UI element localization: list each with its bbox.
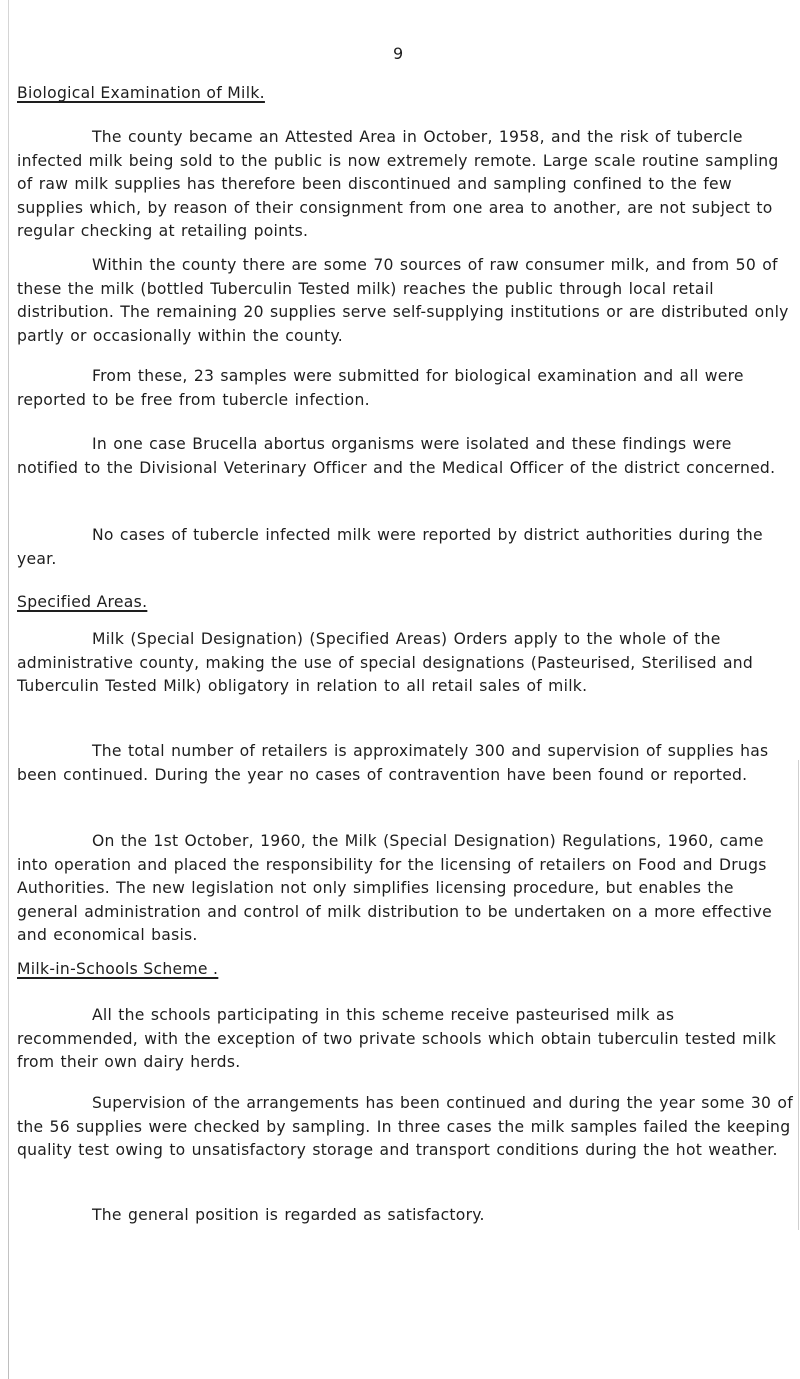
paragraph: No cases of tubercle infected milk were reported by district authorities during the year. (17, 526, 763, 568)
section-heading-biological-examination: Biological Examination of Milk. (17, 84, 265, 102)
section-body-biological-examination (17, 126, 795, 244)
section-body-biological-examination (17, 433, 795, 480)
paragraph: The general position is regarded as satisfactory. (92, 1206, 485, 1224)
section-body-milk-in-schools (17, 1092, 795, 1163)
paragraph: The county became an Attested Area in October, 1958, and the risk of tubercle infected milk being sold to the public is now extremely remote. Large scale routine sampling of raw milk supplies has therefore been discontinued and sampling confined to the few supplies which, by reason of their consignment from one area to another, are not subject to regular checking at retailing points. (17, 128, 779, 240)
paragraph: The total number of retailers is approximately 300 and supervision of supplies has been continued. During the year no cases of contravention have been found or reported. (17, 742, 769, 784)
section-body-specified-areas (17, 628, 795, 699)
scan-edge-left (8, 0, 9, 1379)
section-body-milk-in-schools (17, 1204, 795, 1228)
paragraph: On the 1st October, 1960, the Milk (Special Designation) Regulations, 1960, came into operation and placed the responsibility for the licensing of retailers on Food and Drugs Authorities. The new legislation not only simplifies licensing procedure, but enables the general administration and control of milk distribution to be undertaken on a more effective and economical basis. (17, 832, 772, 944)
page-number: 9 (393, 44, 404, 63)
section-body-specified-areas (17, 830, 795, 948)
paragraph: Milk (Special Designation) (Specified Areas) Orders apply to the whole of the administrative county, making the use of special designations (Pasteurised, Sterilised and Tuberculin Tested Milk) obligatory in relation to all retail sales of milk. (17, 630, 754, 695)
section-heading-specified-areas: Specified Areas. (17, 593, 148, 611)
paragraph: From these, 23 samples were submitted for biological examination and all were reported to be free from tubercle infection. (17, 367, 744, 409)
section-body-specified-areas (17, 740, 795, 787)
section-body-biological-examination (17, 524, 795, 571)
section-body-biological-examination (17, 365, 795, 412)
section-heading-milk-in-schools: Milk-in-Schools Scheme . (17, 960, 219, 978)
paragraph: All the schools participating in this scheme receive pasteurised milk as recommended, with the exception of two private schools which obtain tuberculin tested milk from their own dairy herds. (17, 1006, 777, 1071)
paragraph: Within the county there are some 70 sources of raw consumer milk, and from 50 of these the milk (bottled Tuberculin Tested milk) reaches the public through local retail distribution. The remaining 20 supplies serve self-supplying institutions or are distributed only partly or occasionally within the county. (17, 256, 789, 345)
section-body-milk-in-schools (17, 1004, 795, 1075)
paragraph: In one case Brucella abortus organisms were isolated and these findings were notified to the Divisional Veterinary Officer and the Medical Officer of the district concerned. (17, 435, 776, 477)
paragraph: Supervision of the arrangements has been continued and during the year some 30 of the 56 supplies were checked by sampling. In three cases the milk samples failed the keeping quality test owing to unsatisfactory storage and transport conditions during the hot weather. (17, 1094, 793, 1159)
scan-edge-right (798, 760, 799, 1230)
section-body-biological-examination (17, 254, 795, 348)
